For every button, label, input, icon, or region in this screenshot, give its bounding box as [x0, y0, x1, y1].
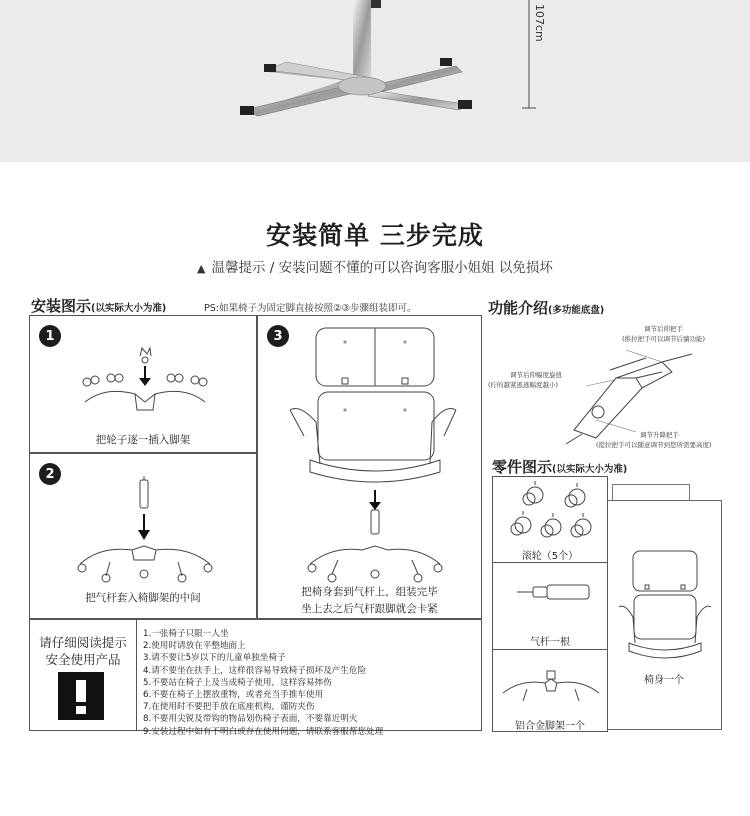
aluminum-base-diagram [499, 669, 603, 709]
parts-panel [492, 476, 608, 732]
page-title: 安装简单 三步完成 [266, 221, 484, 250]
install-ps-note: PS:如果椅子为固定脚直接按照②③步骤组装即可。 [204, 303, 417, 314]
function-note-1-line1: 调节后仰把手 [644, 325, 683, 333]
safety-rule: 1.一张椅子只限一人坐 [143, 629, 229, 639]
function-note-3-line1: 调节升降把手 [640, 431, 679, 439]
function-title-text: 功能介绍 [488, 299, 549, 317]
step-1-caption: 把轮子逐一插入脚架 [95, 434, 191, 446]
step-1-number: 1 [39, 325, 61, 347]
safety-title-line1: 请仔细阅读提示 [39, 635, 127, 650]
function-note-3-line2: (提拉把手可以随意调节到您所需要高度) [596, 441, 712, 449]
product-photo-band [0, 0, 750, 162]
tip-text: 温馨提示 / 安装问题不懂的可以咨询客服小姐姐 以免损坏 [211, 260, 553, 276]
safety-rules-list [143, 628, 383, 738]
parts-sheet-chair [606, 500, 722, 730]
warning-triangle-icon: ▲ [197, 262, 206, 275]
step-3-number: 3 [267, 325, 289, 347]
install-title-note: (以实际大小为准) [91, 303, 167, 314]
safety-rule: 2.使用时请放在平整地面上 [143, 641, 246, 652]
parts-section-title [492, 456, 627, 477]
gas-lift-diagram [513, 577, 593, 607]
height-label: 107cm [533, 4, 546, 42]
step-2-number: 2 [39, 463, 61, 485]
safety-rule: 4.请不要坐在扶手上，这样很容易导致椅子损坏及产生危险 [143, 665, 367, 676]
safety-rule: 8.不要用尖锐及带钩的物品划伤椅子表面，不要靠近明火 [143, 714, 358, 725]
safety-rule: 7.在使用时不要把手放在底座机构，谨防夹伤 [143, 702, 315, 713]
part-label-gas-lift: 气杆一根 [530, 637, 570, 648]
assembled-chair-diagram [280, 324, 464, 584]
part-label-chair: 椅身一个 [644, 675, 684, 686]
safety-rule: 5.不要站在椅子上及当成椅子使用，这样容易摔伤 [143, 677, 332, 688]
safety-rule: 3.请不要让5岁以下的儿童单独坐椅子 [143, 653, 286, 664]
install-title-text: 安装图示 [31, 297, 92, 315]
parts-title-text: 零件图示 [492, 458, 553, 476]
step-1-panel [29, 315, 257, 453]
function-note-2-line2: (拧的越紧逃逃幅度越小) [488, 381, 559, 389]
safety-divider [136, 620, 137, 730]
function-title-note: (多功能底盘) [548, 305, 605, 316]
tip-line [0, 256, 750, 276]
caster-insert-diagram [75, 344, 215, 414]
step-3-caption-line2: 坐上去之后气杆跟脚就会卡紧 [301, 603, 438, 615]
gas-lift-insert-diagram [70, 476, 220, 586]
safety-rule: 6.不要在椅子上摆放重物，或者充当手推车使用 [143, 690, 324, 701]
safety-panel [29, 619, 482, 737]
chair-base-photo [0, 0, 750, 162]
step-2-caption: 把气杆套入椅脚架的中间 [85, 592, 201, 604]
step-2-panel [29, 453, 257, 619]
exclamation-icon [58, 672, 104, 720]
install-section-title [31, 295, 166, 316]
safety-title-line2: 安全使用产品 [45, 652, 121, 667]
part-label-base: 铝合金脚架一个 [515, 721, 585, 732]
safety-title [30, 634, 136, 668]
safety-rule: 9.安装过程中如有不明白或存在使用问题，请联系客服帮您处理 [143, 726, 384, 737]
part-label-casters: 滚轮（5个） [521, 551, 579, 562]
function-note-1-line2: (推拉把手可以调节后躺功能) [622, 335, 706, 343]
function-panel [486, 320, 722, 452]
function-note-2-line1: 调节后仰幅度旋扭 [510, 371, 562, 379]
step-3-caption-line1: 把椅身套到气杆上，组装完毕 [301, 586, 438, 598]
parts-title-note: (以实际大小为准) [552, 464, 628, 475]
step-3-panel [257, 315, 482, 619]
caster-wheels-diagram [507, 481, 599, 545]
function-section-title [488, 297, 604, 318]
